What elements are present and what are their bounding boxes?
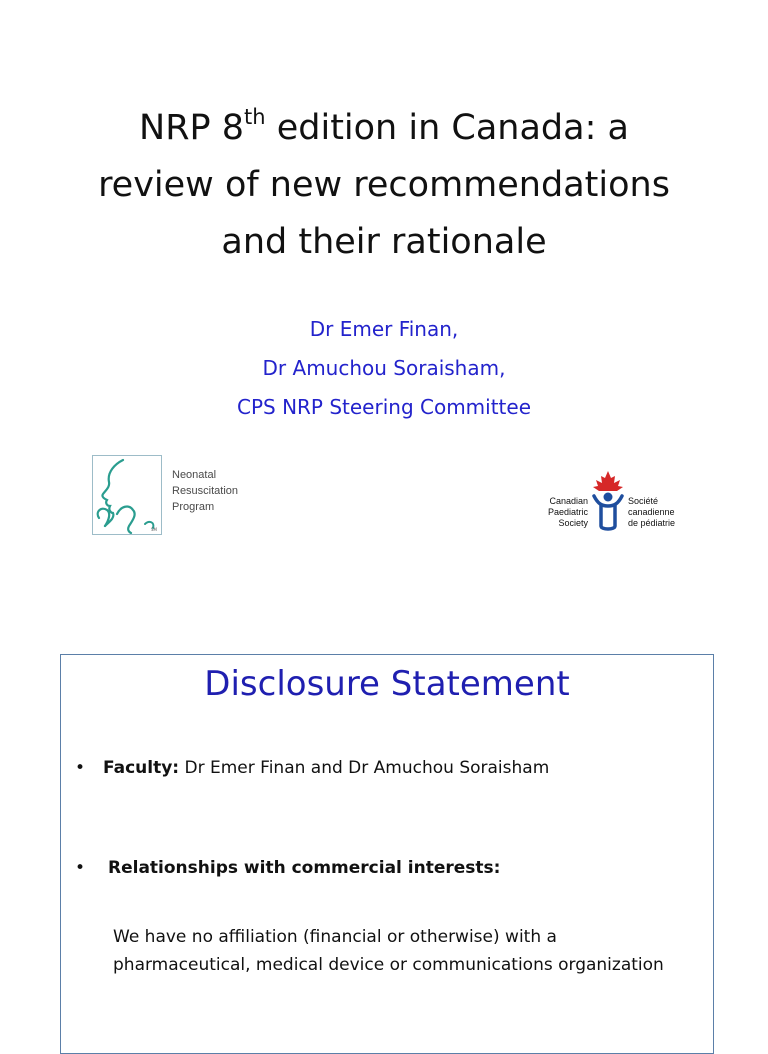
relationships-label: Relationships with commercial interests: — [108, 858, 501, 878]
bullet-marker: • — [75, 858, 86, 878]
cps-english-name: Canadian Paediatric Society — [547, 496, 588, 528]
title-line-2: review of new recommendations — [98, 165, 670, 205]
author-2: Dr Amuchou Soraisham, — [262, 356, 506, 380]
maple-leaf-child-icon — [590, 470, 626, 532]
title-line-1: NRP 8th edition in Canada: a — [139, 105, 629, 148]
committee-name: CPS NRP Steering Committee — [236, 395, 532, 419]
no-affiliation-statement: We have no affiliation (financial or otherwise) with a pharmaceutical, medical device or communications organization — [113, 927, 664, 975]
faculty-names: Dr Emer Finan and Dr Amuchou Soraisham — [179, 758, 550, 778]
service-mark: SM — [151, 527, 157, 532]
author-list — [0, 310, 768, 427]
title-superscript: th — [244, 105, 266, 129]
slide-title — [0, 100, 768, 271]
nrp-logo-text: Neonatal Resuscitation Program — [172, 469, 239, 513]
disclosure-slide — [60, 654, 714, 1054]
nrp-logo — [92, 455, 262, 535]
cps-logo — [528, 470, 698, 536]
disclosure-title: Disclosure Statement — [204, 664, 570, 704]
cps-french-name: Société canadienne de pédiatrie — [628, 496, 676, 528]
mother-baby-silhouette-icon — [92, 455, 162, 535]
faculty-label: Faculty: — [103, 758, 180, 778]
title-line-3: and their rationale — [221, 222, 547, 262]
author-1: Dr Emer Finan, — [309, 317, 459, 341]
bullet-marker: • — [75, 758, 86, 778]
